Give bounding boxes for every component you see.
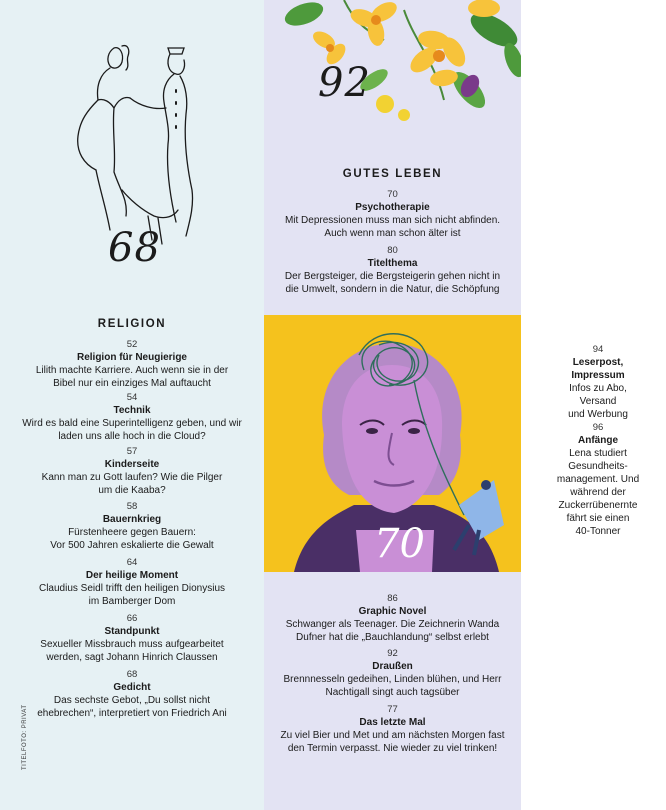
couple-line-drawing	[70, 40, 200, 250]
entry-description-line: Zuckerrübenernte	[558, 500, 638, 511]
toc-entry[interactable]	[538, 343, 658, 421]
entry-page-number: 70	[387, 189, 398, 200]
entry-page-number: 66	[126, 613, 138, 624]
entry-description-line: Mit Depressionen muss man sich nicht abfinden.	[284, 215, 501, 226]
toc-entry[interactable]	[0, 612, 264, 664]
entry-page-number: 52	[126, 339, 138, 350]
entry-description-line: Kann man zu Gott laufen? Wie die Pilger	[41, 472, 223, 483]
entry-description-line: Versand	[579, 396, 617, 407]
entry-title: Das letzte Mal	[359, 717, 426, 728]
toc-entry[interactable]	[264, 592, 521, 644]
toc-entry[interactable]	[264, 188, 521, 240]
entry-page-number: 57	[126, 446, 138, 457]
entry-title: Bauernkrieg	[102, 514, 162, 525]
entry-description-line: um die Kaaba?	[98, 485, 166, 496]
entry-description-line: Gesundheits-	[568, 461, 628, 472]
toc-entry[interactable]	[264, 647, 521, 699]
entry-description-line: Auch wenn man schon älter ist	[324, 228, 461, 239]
entry-description-line: Nachtigall singt auch tagsüber	[325, 687, 460, 698]
entry-description-line: fährt sie einen	[566, 513, 630, 524]
entry-page-number: 86	[387, 593, 398, 604]
entry-page-number: 64	[126, 557, 138, 568]
toc-entry[interactable]	[538, 421, 658, 538]
entry-title: Impressum	[571, 370, 625, 381]
entry-title: Technik	[113, 405, 151, 416]
entry-page-number: 77	[387, 704, 398, 715]
toc-entry[interactable]	[0, 445, 264, 497]
toc-entry[interactable]	[264, 244, 521, 296]
entry-page-number: 68	[126, 669, 138, 680]
entry-title: Draußen	[372, 661, 413, 672]
entry-title: Psychotherapie	[355, 202, 430, 213]
entry-description-line: Infos zu Abo,	[569, 383, 627, 394]
entry-description-line: die Umwelt, sondern in die Natur, die Schöpfung	[285, 284, 500, 295]
entry-description-line: Fürstenheere gegen Bauern:	[68, 527, 196, 538]
entry-page-number: 96	[592, 422, 604, 433]
entry-title: Standpunkt	[104, 626, 160, 637]
entry-page-number: 94	[592, 344, 604, 355]
entry-description-line: Der Bergsteiger, die Bergsteigerin gehen nicht in	[284, 271, 501, 282]
entry-page-number: 54	[126, 392, 138, 403]
entry-description-line: 40-Tonner	[575, 526, 621, 537]
entry-title: Kinderseite	[104, 459, 160, 470]
entry-title: Titelthema	[367, 258, 418, 269]
entry-description-line: laden uns alle hoch in die Cloud?	[58, 431, 206, 442]
entry-description-line: Brennnesseln gedeihen, Linden blühen, und Herr	[283, 674, 502, 685]
toc-entry[interactable]	[0, 338, 264, 390]
entry-description-line: Sexueller Missbrauch muss aufgearbeitet	[40, 639, 224, 650]
entry-description-line: Lilith machte Karriere. Auch wenn sie in der	[35, 365, 229, 376]
entry-title: Leserpost,	[572, 357, 624, 368]
entry-description-line: während der	[570, 487, 626, 498]
entry-description-line: Schwanger als Teenager. Die Zeichnerin Wanda	[285, 619, 500, 630]
toc-entry[interactable]	[0, 556, 264, 608]
entry-page-number: 92	[387, 648, 398, 659]
middle-big-page-number: 92	[318, 60, 371, 106]
entry-description-line: Lena studiert	[569, 448, 627, 459]
left-big-page-number: 68	[108, 225, 161, 271]
toc-entry[interactable]	[0, 668, 264, 720]
entry-page-number: 80	[387, 245, 398, 256]
section-title-religion: RELIGION	[97, 318, 167, 330]
entry-description-line: werden, sagt Johann Hinrich Claussen	[46, 652, 218, 663]
entry-description-line: Wird es bald eine Superintelligenz geben, und wir	[22, 418, 242, 429]
photo-credit: TITELFOTO: PRIVAT	[22, 704, 28, 770]
toc-entry[interactable]	[0, 500, 264, 552]
entry-description-line: den Termin verpasst. Nie wieder zu viel trinken!	[287, 743, 498, 754]
entry-title: Der heilige Moment	[85, 570, 179, 581]
entry-title: Gedicht	[113, 682, 151, 693]
entry-title: Anfänge	[578, 435, 618, 446]
entry-description-line: im Bamberger Dom	[88, 596, 176, 607]
entry-title: Graphic Novel	[358, 606, 427, 617]
illustration-page-number: 70	[374, 521, 425, 567]
toc-entry[interactable]	[0, 391, 264, 443]
entry-title: Religion für Neugierige	[76, 352, 187, 363]
section-title-gutes-leben: GUTES LEBEN	[342, 168, 443, 180]
entry-description-line: Claudius Seidl trifft den heiligen Dionysius	[38, 583, 226, 594]
entry-description-line: ehebrechen“, interpretiert von Friedrich Ani	[37, 708, 227, 719]
entry-description-line: und Werbung	[568, 409, 628, 420]
entry-description-line: Vor 500 Jahren eskalierte die Gewalt	[50, 540, 214, 551]
entry-description-line: management. Und	[556, 474, 640, 485]
entry-description-line: Dufner hat die „Bauchlandung“ selbst erlebt	[296, 632, 489, 643]
entry-description-line: Bibel nur ein einziges Mal auftaucht	[53, 378, 211, 389]
portrait-illustration	[264, 315, 521, 572]
entry-description-line: Zu viel Bier und Met und am nächsten Morgen fast	[280, 730, 505, 741]
toc-entry[interactable]	[264, 703, 521, 755]
entry-description-line: Das sechste Gebot, „Du sollst nicht	[53, 695, 211, 706]
entry-page-number: 58	[126, 501, 138, 512]
